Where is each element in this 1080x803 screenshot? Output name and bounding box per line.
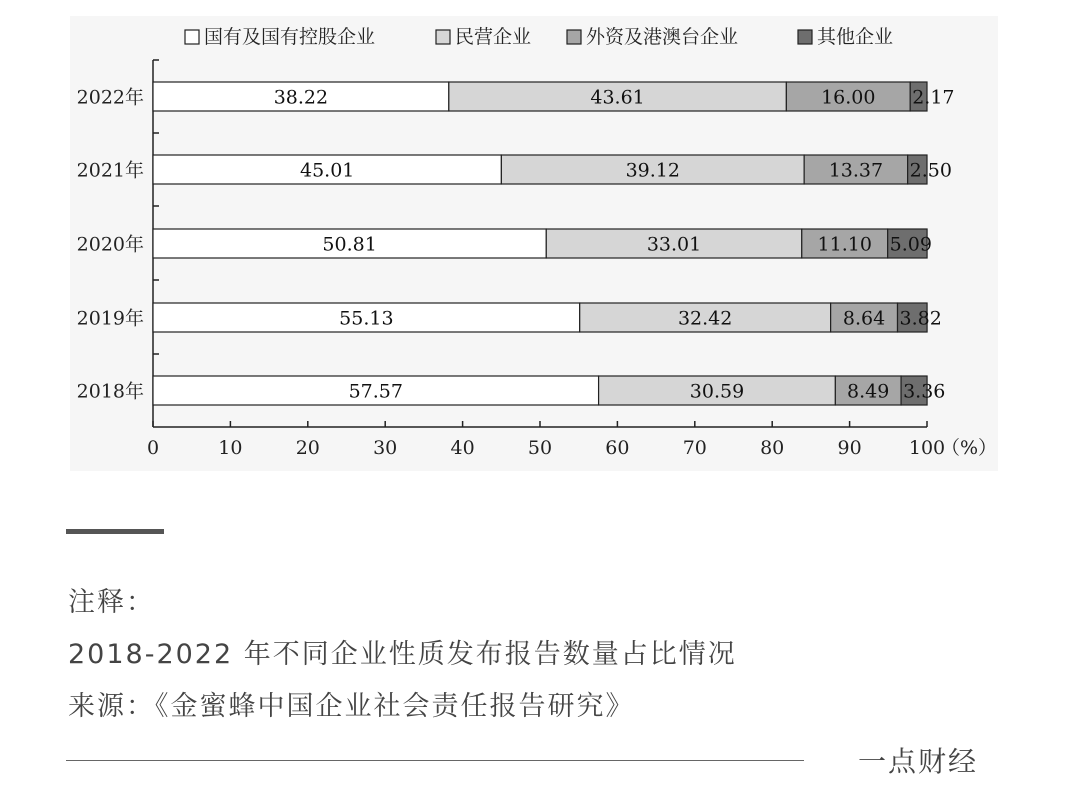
legend-label: 其他企业 — [817, 26, 894, 48]
legend-label: 民营企业 — [455, 26, 532, 48]
data-label: 55.13 — [339, 307, 394, 330]
x-axis-unit: （%） — [941, 437, 998, 459]
x-tick-label: 80 — [760, 437, 785, 459]
category-label: 2022年 — [76, 86, 144, 109]
note-description: 2018-2022 年不同企业性质发布报告数量占比情况 — [68, 639, 737, 670]
note-label: 注释： — [68, 587, 155, 618]
data-label: 32.42 — [677, 307, 733, 330]
data-label: 5.09 — [889, 233, 932, 256]
legend-swatch — [567, 30, 581, 44]
chart-panel — [70, 16, 998, 471]
data-label: 13.37 — [828, 159, 884, 182]
data-label: 3.82 — [899, 307, 942, 330]
x-tick-label: 30 — [373, 437, 398, 459]
data-label: 16.00 — [821, 86, 876, 109]
data-label: 2.50 — [909, 159, 952, 182]
x-tick-label: 100 — [908, 437, 946, 459]
data-label: 11.10 — [817, 233, 872, 256]
x-tick-label: 60 — [605, 437, 630, 459]
data-label: 43.61 — [590, 86, 645, 109]
data-label: 45.01 — [299, 159, 355, 182]
data-label: 8.49 — [847, 380, 890, 403]
legend-label: 国有及国有控股企业 — [204, 26, 376, 48]
data-label: 50.81 — [322, 233, 377, 256]
legend-swatch — [798, 30, 812, 44]
legend-swatch — [436, 30, 450, 44]
section-divider — [66, 529, 164, 534]
category-label: 2019年 — [76, 307, 144, 330]
data-label: 30.59 — [689, 380, 745, 403]
note-source: 来源：《金蜜蜂中国企业社会责任报告研究》 — [68, 691, 635, 722]
data-label: 39.12 — [625, 159, 680, 182]
data-label: 38.22 — [273, 86, 329, 109]
brand-name: 一点财经 — [858, 745, 979, 778]
x-tick-label: 50 — [527, 437, 553, 459]
category-label: 2018年 — [76, 380, 144, 403]
x-tick-label: 10 — [218, 437, 243, 459]
data-label: 2.17 — [912, 86, 955, 109]
data-label: 57.57 — [348, 380, 403, 403]
data-label: 8.64 — [842, 307, 886, 330]
category-label: 2020年 — [76, 233, 144, 256]
x-tick-label: 40 — [450, 437, 475, 459]
x-tick-label: 0 — [146, 437, 160, 459]
data-label: 33.01 — [646, 233, 702, 256]
x-tick-label: 90 — [837, 437, 862, 459]
x-tick-label: 20 — [295, 437, 320, 459]
footer-divider — [66, 760, 804, 761]
stacked-bar-chart — [70, 16, 998, 471]
category-label: 2021年 — [76, 159, 144, 182]
legend-label: 外资及港澳台企业 — [586, 26, 739, 48]
x-tick-label: 70 — [682, 437, 707, 459]
legend-swatch — [185, 30, 199, 44]
data-label: 3.36 — [903, 380, 946, 403]
